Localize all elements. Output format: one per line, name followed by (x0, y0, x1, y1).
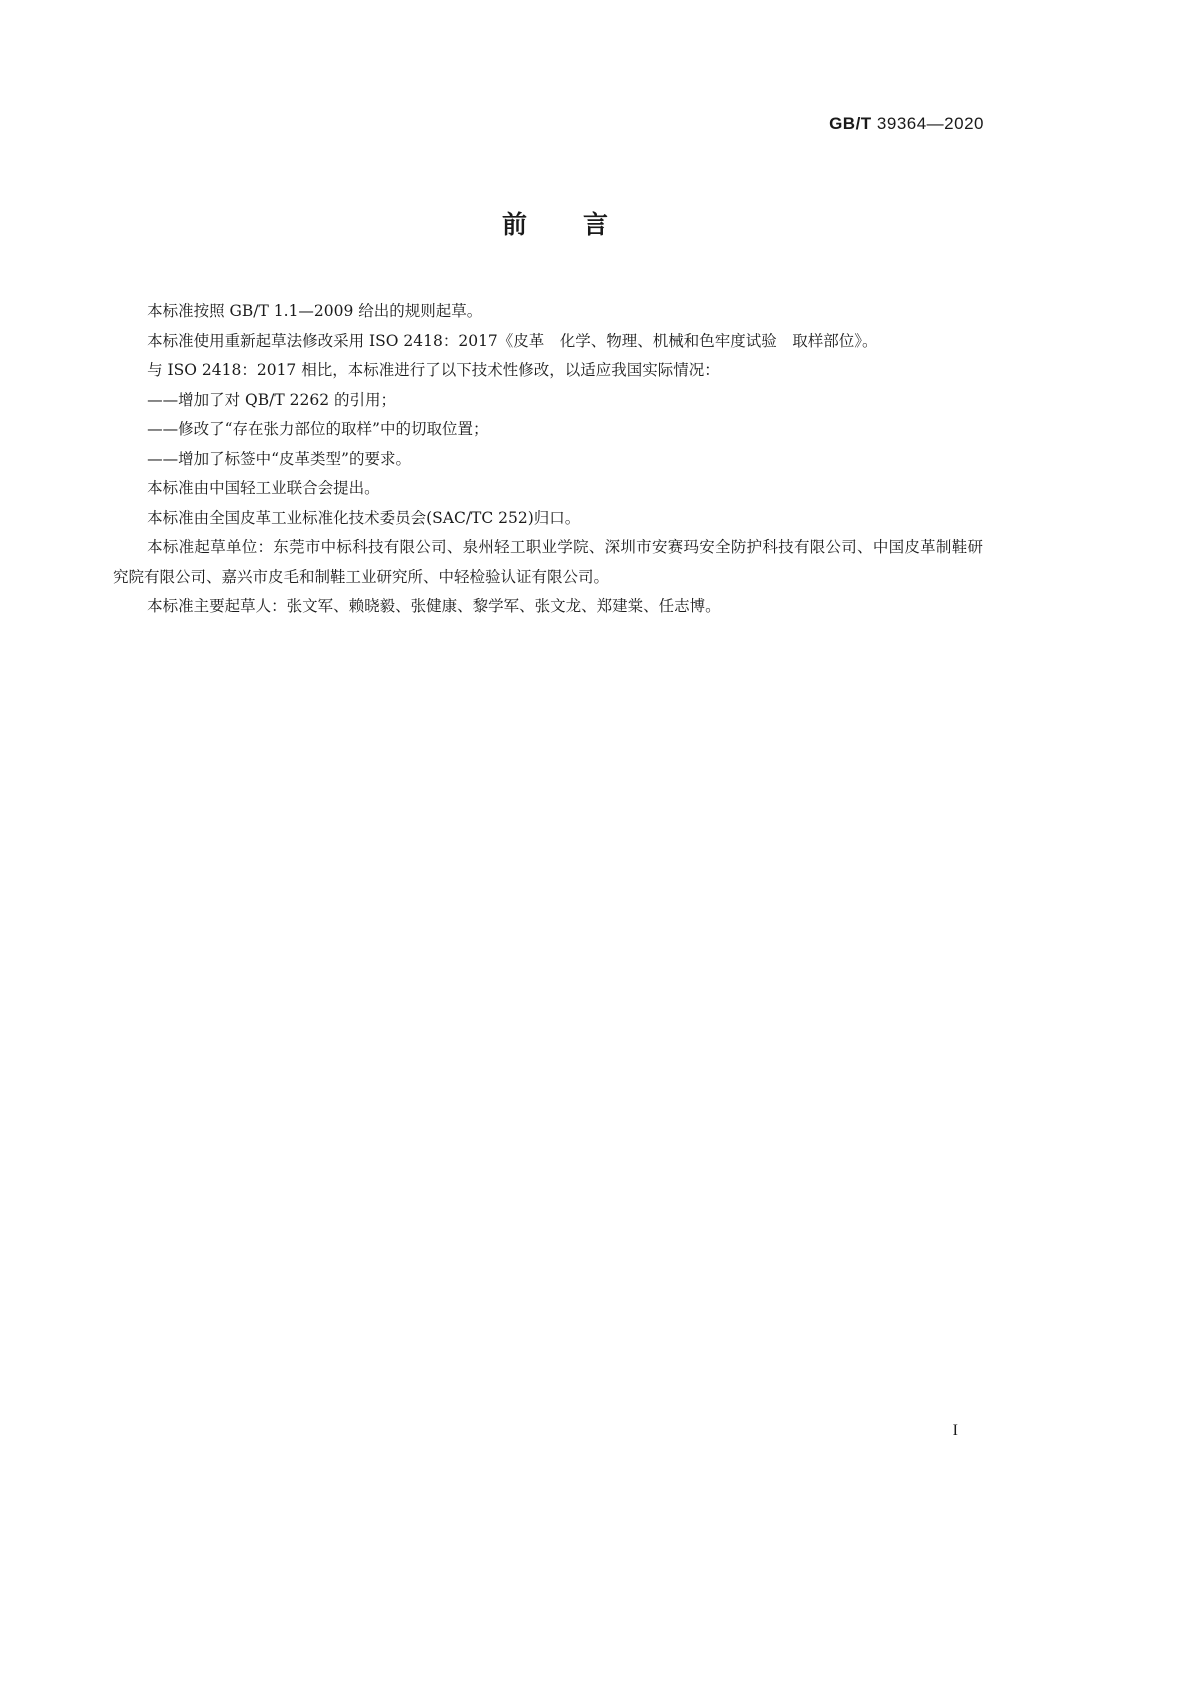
paragraph-drafters: 本标准主要起草人：张文军、赖晓毅、张健康、黎学军、张文龙、郑建棠、任志博。 (147, 597, 721, 615)
foreword-body (113, 297, 983, 622)
paragraph-proposer: 本标准由中国轻工业联合会提出。 (147, 479, 380, 497)
standard-code: GB/T (829, 114, 872, 133)
standard-number (829, 114, 984, 134)
page-title: 前言 (501, 210, 664, 239)
paragraph-adoption: 本标准使用重新起草法修改采用 ISO 2418：2017《皮革 化学、物理、机械和色牢度试验 取样部位》。 (147, 331, 878, 350)
list-item-modification-3: ——增加了标签中“皮革类型”的要求。 (147, 449, 411, 468)
paragraph-drafting-units: 本标准起草单位：东莞市中标科技有限公司、泉州轻工职业学院、深圳市安赛玛安全防护科技有限公司、中国皮革制鞋研究院有限公司、嘉兴市皮毛和制鞋工业研究所、中轻检验认证有限公司。 (113, 538, 983, 586)
page-number: I (952, 1422, 958, 1439)
list-item-modification-2: ——修改了“存在张力部位的取样”中的切取位置； (147, 420, 489, 438)
paragraph-technical-committee: 本标准由全国皮革工业标准化技术委员会(SAC/TC 252)归口。 (147, 508, 581, 527)
list-item-modification-1: ——增加了对 QB/T 2262 的引用； (147, 390, 396, 409)
standard-year-number: 39364—2020 (876, 114, 984, 133)
paragraph-modifications-intro: 与 ISO 2418：2017 相比，本标准进行了以下技术性修改，以适应我国实际情况： (147, 361, 720, 379)
paragraph-drafting-rules: 本标准按照 GB/T 1.1—2009 给出的规则起草。 (147, 302, 483, 320)
